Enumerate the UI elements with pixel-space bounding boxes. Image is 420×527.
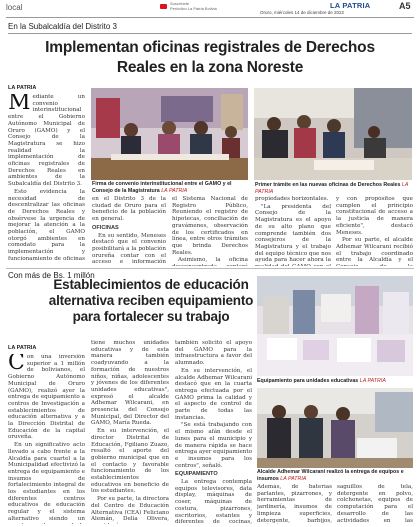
article1-column2: en el Distrito 3 de la ciudad de Oruro para el beneficio de la población en general. OFICINAS En su sentido, Meneses destacó que el convenio posibilitará a la población orureña contar con el acceso e información bbox=[92, 196, 166, 266]
photo-first-procedure bbox=[254, 88, 412, 180]
article-divider bbox=[6, 268, 414, 269]
article2-column2: tiene muchos unidades educativas y de esta manera también coadyuvando a la formación de nuestros niños, niñas, adolescentes y jóvenes de los diferentes unidades educativas", expresó el alcalde Adhemar Wilcarani, en presencia del Consejo Municipal, del Director del GAMO, María Rueda. En su intervención, el director Distrital de Educación, Fgiliano Zuazo, resaltó el aporte del gobierno municipal que en el contacto y favorable funcionamiento de los establecimientos educativos en beneficio de los estudiantes. Por su parte, la directora del Centro de Educación Alternativa (CEA) Feliciano Alemán, Delia Olivera, bbox=[91, 340, 169, 523]
subhead-oficinas: OFICINAS bbox=[92, 224, 119, 231]
article1-column1: Mediante un convenio interinstitucional entre el Gobierno Autónomo Municipal de Oruro (GAMO) y el Consejo de la Magistratura se hizo realidad la implementación de oficinas registrales de Derechos Reales en ambientes de la Subalcaldía del Distrito 3. Esto evidencia la necesidad de descentralizar las oficinas de Derechos Reales y obsérvese la urgencia de mejorar la atención a la población, el GAMO otorgó ambientes en comodato para la implementación y funcionamiento de oficinas bbox=[8, 94, 85, 262]
article2-column1: Con una inversión superior a 1 millón de bolivianos, el Gobierno Autónomo Municipal de Oruro (GAMO), realizó ayer la entrega de equipamiento a centros de Investigación a establecimientos de educación alternativa y a la Dirección Distrital de Educación de la capital oruveña. En un significativo acto llevado a cabo frente a la Alcaldía para cuartel a la Municipalidad efectivizó la entrega de equipamiento e insumos de fortalecimiento integral de los estudiantes en los diferentes centros educativos de educación regular y el sistema alternativo siendo un bbox=[8, 354, 85, 522]
page-number: A5 bbox=[399, 1, 411, 11]
article1-kicker: En la Subalcaldía del Distrito 3 bbox=[8, 22, 117, 31]
youtube-label-line2: Periódico La Patria Bolivia bbox=[170, 6, 217, 11]
article2-headline: Establecimientos de educación alternativa reciben equipamiento para fortalecer su trabajo bbox=[48, 277, 254, 324]
photo-convenio-signing bbox=[91, 88, 248, 180]
kicker-underline bbox=[8, 33, 412, 34]
youtube-icon bbox=[160, 4, 167, 9]
photo-equipment-display bbox=[257, 276, 413, 376]
header-divider bbox=[6, 17, 414, 18]
article1-headline: Implementan oficinas registrales de Derechos Reales en la zona Noreste bbox=[45, 39, 375, 76]
dropcap: C bbox=[8, 354, 25, 375]
issue-date: Oruro, miércoles 14 de diciembre de 2022 bbox=[260, 10, 345, 15]
newspaper-logo: LA PATRIA bbox=[330, 1, 371, 10]
article2-column5: saguillos de tela, detergente en polvo, colchonetas, equipos de computación para el desarrollo de las actividades en las bbox=[337, 484, 413, 524]
subhead-equipamiento: EQUIPAMIENTO bbox=[175, 471, 218, 478]
photo1-caption: Firma de convenio interinstitucional entre el GAMO y el Consejo de la Magistratura LA PATRIA bbox=[92, 181, 232, 194]
photo3-caption: Equipamiento para unidades educativas LA PATRIA bbox=[257, 378, 386, 384]
article2-kicker: Con más de Bs. 1 millón bbox=[8, 271, 95, 280]
article1-column4: propiedades horizontales. "La presidenta del Consejo de la Magistratura es el apoyo de su alto plano que comprende también dos consejeros de la Magistratura y el trabajo del equipo técnico que nos ayuda para hacer ahora la bbox=[255, 196, 331, 264]
youtube-label-line1: Suscríbete bbox=[170, 1, 190, 6]
article2-column4: Además, de baterías parlantes, pizarrones, y herramientas de jardinería, insumos de limpieza superficies, detergente, barbijos, bbox=[257, 484, 332, 524]
photo-mayor-delivery bbox=[257, 388, 413, 468]
article2-column3: también solicitó el apoyo del GAMO para la infraestructura a favor del alumnado. En su intervención, el alcalde Adhemar Wilcarani destacó que en la cuarta entrega efectuada por el GAMO prima la calidad y el aspecto de control de parte de todas las instancias. "Se está trabajando con el mismo afán desde el lunes para el municipio y de manera rápida se hace entrega ayer equipamiento e insumos para los centros", señaló. EQUIPAMIENTO La entrega contempla equipos televisores, data display, máquinas de coser, máquinas de costura, pizarrones, escritorios, estantes y diferentes de cocinas, bbox=[175, 340, 252, 524]
photo4-caption: Alcalde Adhemar Wilcarani realizó la entrega de equipos e insumos LA PATRIA bbox=[257, 469, 404, 482]
section-label: local bbox=[6, 3, 23, 12]
article2-byline: LA PATRIA bbox=[8, 345, 37, 351]
youtube-label bbox=[170, 1, 217, 11]
article1-column3: el Sistema Nacional de Registro Público, Reuniendo el registro de hipotecas, conciliación de gravámenes, observación de los certificados en línea, entre otros trámites que brinda Derechos Reales. Asimismo, la oficina bbox=[172, 196, 248, 264]
photo2-caption: Primer trámite en las nuevas oficinas de Derechos Reales LA PATRIA bbox=[255, 182, 409, 195]
article1-column5: y con propósitos que cumplen el principio constitucional de acceso a la justicia de manera eficiente", destacó Meneses. Por su parte, el alcalde Adhemar Wilcarani recibió el trabajo coordinado entre la Alcaldía y el bbox=[336, 196, 413, 264]
article1-byline: LA PATRIA bbox=[8, 85, 37, 91]
dropcap: M bbox=[8, 94, 31, 115]
